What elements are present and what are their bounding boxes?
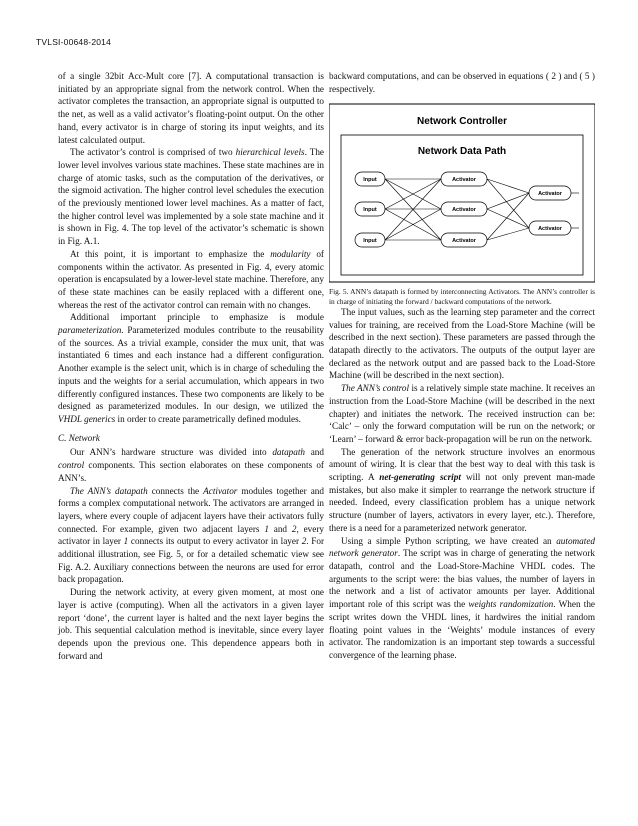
input-label: Input <box>363 238 377 245</box>
paragraph: During the network activity, at every given moment, at most one layer is active (computing). When all the activators in a given layer report ‘done’, the current layer is halted and the next layer begins the job. This sequential calculation method is inevitable, since every layer depends upon the previous one. This dependence appears both in forward and <box>58 587 324 661</box>
right-column <box>329 70 595 662</box>
figure-caption: Fig. 5. ANN’s datapath is formed by interconnecting Activators. The ANN’s controller is in charge of initiating the forward / backward computations of the network. <box>329 287 595 306</box>
paragraph: The ANN’s control is a relatively simple state machine. It receives an instruction from the Load-Store Machine (will be described in the next chapter) and initiates the network. The received instruction can be: ‘Calc’ – only the forward computation will be run on the network; or ‘Learn’ – forward & error back-propagation will be run on the network. <box>329 383 595 444</box>
activator-label: Activator <box>538 191 562 198</box>
figure-network-datapath <box>329 103 595 283</box>
network-controller-label: Network Controller <box>416 116 508 128</box>
network-datapath-label: Network Data Path <box>417 146 507 158</box>
activator-label: Activator <box>538 226 562 233</box>
paragraph: The generation of the network structure involves an enormous amount of wiring. It is clear that the best way to deal with this task is scripting. A net-generating script will not only prevent man-made mistakes, but also make it simpler to rearrange the network structure if needed. Indeed, every classification problem has a unique network structure (number of layers, activators in every layer, etc.). Therefore, there is a need for a parameterized network generator. <box>329 446 595 533</box>
left-column <box>58 70 324 662</box>
paragraph: Additional important principle to emphasize is module parameterization. Parameterized modules contribute to the reusability of the sources. As a trivial example, consider the mux unit, that was instantiated 6 times and each instance had a different configuration. Another example is the select unit, which is in charge of scheduling the inputs and the weights for a serial accumulation, which appears in two differently configured instances. These two components are likely to be designed as parameterized modules. In our design, we utilized the VHDL generics in order to create parametrically defined modules. <box>58 312 324 424</box>
paragraph: The input values, such as the learning step parameter and the correct values for training, are received from the Load-Store Machine (will be described in the next section). These parameters are passed through the datapath directly to the activators. The outputs of the output layer are declared as the network output and are passed back to the Load-Store Machine (will be described in the next section). <box>329 306 595 381</box>
paragraph: backward computations, and can be observed in equations ( 2 ) and ( 5 ) respectively. <box>329 71 595 94</box>
paragraph: Our ANN’s hardware structure was divided into datapath and control components. This section elaborates on these components of ANN’s. <box>58 447 324 483</box>
activator-label: Activator <box>452 207 476 214</box>
activator-label: Activator <box>452 177 476 184</box>
paragraph: At this point, it is important to emphasize the modularity of components within the activator. As presented in Fig. 4, every atomic operation is encapsulated by a lower-level state machine. Therefore, any of these state machines can be easily replaced with a different one, whereas the rest of the activator control can remain with no changes. <box>58 248 324 310</box>
paragraph: The activator’s control is comprised of two hierarchical levels. The lower level involves various state machines. These state machines are in charge of atomic tasks, such as the computation of the derivatives, or the sigmoid activation. The higher control level schedules the execution of the previously mentioned lower level machines. As a matter of fact, the higher control level was implemented by a sole state machine and it is shown in Fig. 4. The top level of the activator’s schematic is shown in Fig. A.1. <box>58 147 325 247</box>
input-label: Input <box>363 177 377 184</box>
paragraph: The ANN’s datapath connects the Activator modules together and forms a complex computational network. The activators are arranged in layers, where every couple of adjacent layers have their activators fully connected. For example, given two adjacent layers 1 and 2, every activator in layer 1 connects its output to every activator in layer 2. For additional illustration, see Fig. 5, or for a detailed schematic view see Fig. A.2. Auxiliary connections between the neurons are used for error back propagation. <box>58 485 325 585</box>
activator-label: Activator <box>452 238 476 245</box>
paragraph: of a single 32bit Acc-Mult core [7]. A computational transaction is initiated by an appropriate signal from the network control. When the activator completes the transaction, an appropriate signal is outputted to the net, as well as a valid activator’s floating-point output. On the other hand, every activator is in charge of storing its input weights, and its latest calculated output. <box>58 71 324 145</box>
section-heading: C. Network <box>58 432 100 443</box>
input-label: Input <box>363 207 377 214</box>
running-header: TVLSI-00648-2014 <box>36 37 112 47</box>
paragraph: Using a simple Python scripting, we have created an automated network generator. The script was in charge of generating the network datapath, control and the Load-Store-Machine VHDL codes. The arguments to the script were: the bias values, the number of layers in the network and a list of activator amounts per layer. Additional important role of this script was the weights randomization. When the script writes down the VHDL lines, it hardwires the initial random floating point values in the ‘Weights’ module instances of every activator. The randomization is an important step towards a successful convergence of the learning phase. <box>329 535 595 660</box>
